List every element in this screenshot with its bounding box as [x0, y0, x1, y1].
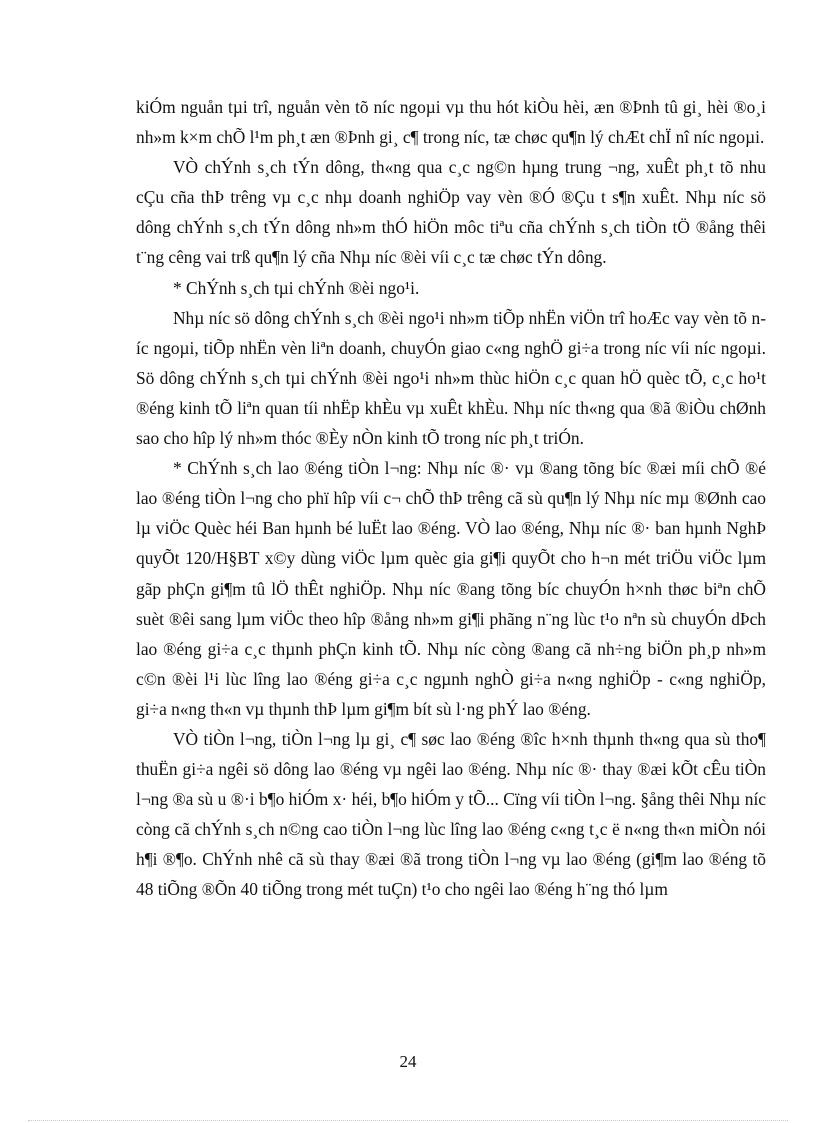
paragraph-4: Nhµ níc sö dông chÝnh s¸ch ®èi ngo¹i nh»m tiÕp nhËn viÖn trî hoÆc vay vèn tõ níc ngoµi, tiÕp nhËn vèn liªn doanh, chuyÓn giao c«ng nghÖ gi÷a trong níc víi níc ngoµi. Sö dông chÝnh s¸ch tµi chÝnh ®èi ngo¹i nh»m thùc hiÖn c¸c quan hÖ quèc tÕ, c¸c ho¹t ®éng kinh tÕ liªn quan tíi nhËp khÈu vµ xuÊt khÈu. Nhµ níc th«ng qua ®ã ®iÒu chØnh sao cho hîp lý nh»m thóc ®Èy nÒn kinh tÕ trong níc ph¸t triÓn.	[136, 307, 766, 449]
paragraph-2: VÒ chÝnh s¸ch tÝn dông, th«ng qua c¸c ng©n hµng trung ¬ng, xuÊt ph¸t tõ nhu cÇu cña thÞ trêng vµ c¸c nhµ doanh nghiÖp vay vèn ®Ó ®Çu t s¶n xuÊt. Nhµ níc sö dông chÝnh s¸ch tÝn dông nh»m thÓ hiÖn môc tiªu cña chÝnh s¸ch tiÒn tÖ ®ång thêi t¨ng cêng vai trß qu¶n lý cña Nhµ níc ®èi víi c¸c tæ chøc tÝn dông.	[136, 157, 766, 268]
paragraph-1: kiÓm nguån tµi trî, nguån vèn tõ níc ngoµi vµ thu hót kiÒu hèi, æn ®Þnh tû gi¸ hèi ®o¸i nh»m k×m chÕ l¹m ph¸t æn ®Þnh gi¸ c¶ trong níc, tæ chøc qu¶n lý chÆt chÏ nî níc ngoµi.	[136, 97, 766, 148]
body-text	[136, 92, 766, 905]
paragraph-3-heading: * ChÝnh s¸ch tµi chÝnh ®èi ngo¹i.	[173, 277, 420, 298]
page-number: 24	[399, 1052, 417, 1071]
page-bottom-divider	[28, 1120, 788, 1121]
paragraph-5: * ChÝnh s¸ch lao ®éng tiÒn l¬ng: Nhµ níc ®· vµ ®ang tõng bíc ®æi míi chÕ ®é lao ®éng tiÒn l¬ng cho phï hîp víi c¬ chÕ thÞ trêng cã sù qu¶n lý Nhµ níc mµ ®Ønh cao lµ viÖc Quèc héi Ban hµnh bé luËt lao ®éng. VÒ lao ®éng, Nhµ níc ®· ban hµnh NghÞ quyÕt 120/H§BT x©y dùng viÖc lµm quèc gia gi¶i quyÕt cho h¬n mét triÖu viÖc lµm gãp phÇn gi¶m tû lÖ thÊt nghiÖp. Nhµ níc ®ang tõng bíc chuyÓn h×nh thøc biªn chÕ suèt ®êi sang lµm viÖc theo hîp ®ång nh»m gi¶i phãng n¨ng lùc t¹o nªn sù chuyÓn dÞch lao ®éng gi÷a c¸c thµnh phÇn kinh tÕ. Nhµ níc còng ®ang cã nh÷ng biÖn ph¸p nh»m c©n ®èi l¹i lùc lîng lao ®éng gi÷a c¸c ngµnh nghÒ gi÷a n«ng nghiÖp - c«ng nghiÖp, gi÷a n«ng th«n vµ thµnh thÞ lµm gi¶m bít sù l·ng phÝ lao ®éng.	[136, 458, 766, 719]
paragraph-6: VÒ tiÒn l¬ng, tiÒn l¬ng lµ gi¸ c¶ søc lao ®éng ®îc h×nh thµnh th«ng qua sù tho¶ thuËn gi÷a ngêi sö dông lao ®éng vµ ngêi lao ®éng. Nhµ níc ®· thay ®æi kÕt cÊu tiÒn l¬ng ®a sù u ®·i b¶o hiÓm x· héi, b¶o hiÓm y tÕ... Cïng víi tiÒn l¬ng. §ång thêi Nhµ níc còng cã chÝnh s¸ch n©ng cao tiÒn l¬ng lùc lîng lao ®éng c«ng t¸c ë n«ng th«n miÒn nói h¶i ®¶o. ChÝnh nhê cã sù thay ®æi ®ã trong tiÒn l¬ng vµ lao ®éng (gi¶m lao ®éng tõ 48 tiÕng ®Õn 40 tiÕng trong mét tuÇn) t¹o cho ngêi lao ®éng h¨ng thó lµm	[136, 728, 766, 900]
